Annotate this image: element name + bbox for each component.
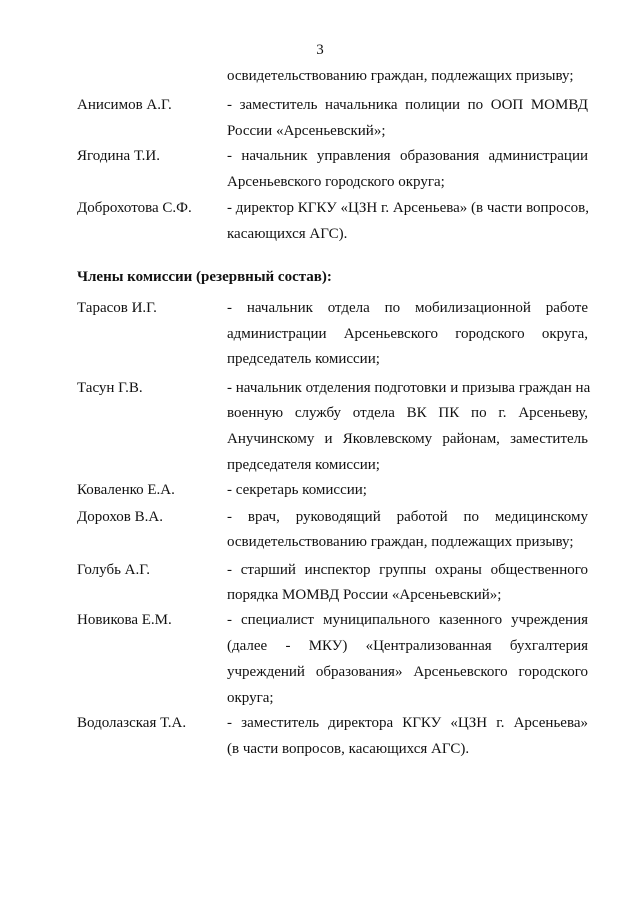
member-role-line: округа; [227,690,274,706]
member-role-line: - начальник отделения подготовки и призыва граждан на [227,380,591,396]
member-role-line: администрации Арсеньевского городского округа, [227,326,588,342]
member-role-line: военную службу отдела ВК ПК по г. Арсеньеву, [227,405,588,421]
member-role-line: (в части вопросов, касающихся АГС). [227,741,470,757]
member-role-line: председатель комиссии; [227,351,380,367]
member-name-dorokhov: Дорохов В.А. [77,509,163,525]
member-name-tarasov: Тарасов И.Г. [77,300,157,316]
member-role-line: - начальник отдела по мобилизационной работе [227,300,588,316]
member-role-line: - секретарь комиссии; [227,482,367,498]
carryover-line: освидетельствованию граждан, подлежащих призыву; [227,68,574,84]
member-role-line: - специалист муниципального казенного учреждения [227,612,588,628]
member-name-kovalenko: Коваленко Е.А. [77,482,175,498]
member-name-tasun: Тасун Г.В. [77,380,143,396]
member-role-line: порядка МОМВД России «Арсеньевский»; [227,587,502,603]
member-name-vodolazskaya: Водолазская Т.А. [77,715,187,731]
member-role-line: - врач, руководящий работой по медицинскому [227,509,588,525]
member-role-line: - начальник управления образования администрации [227,148,588,164]
page-number: 3 [316,42,324,58]
member-role-line: Арсеньевского городского округа; [227,174,445,190]
member-role-line: России «Арсеньевский»; [227,123,386,139]
member-role-line: учреждений образования» Арсеньевского городского [227,664,588,680]
member-role-line: - старший инспектор группы охраны общественного [227,562,588,578]
member-role-line: (далее - МКУ) «Централизованная бухгалтерия [227,638,588,654]
member-role-line: касающихся АГС). [227,226,348,242]
member-role-line: - директор КГКУ «ЦЗН г. Арсеньева» (в части вопросов, [227,200,589,216]
reserve-section-heading: Члены комиссии (резервный состав): [77,269,332,285]
member-name-dobrokhotova: Доброхотова С.Ф. [77,200,192,216]
member-role-line: освидетельствованию граждан, подлежащих призыву; [227,534,574,550]
member-name-novikova: Новикова Е.М. [77,612,172,628]
member-role-line: Анучинскому и Яковлевскому районам, заместитель [227,431,588,447]
member-role-line: председателя комиссии; [227,457,380,473]
member-name-yagodina: Ягодина Т.И. [77,148,160,164]
member-name-anisimov: Анисимов А.Г. [77,97,172,113]
member-role-line: - заместитель директора КГКУ «ЦЗН г. Арсеньева» [227,715,588,731]
member-role-line: - заместитель начальника полиции по ООП МОМВД [227,97,588,113]
member-name-golub: Голубь А.Г. [77,562,150,578]
